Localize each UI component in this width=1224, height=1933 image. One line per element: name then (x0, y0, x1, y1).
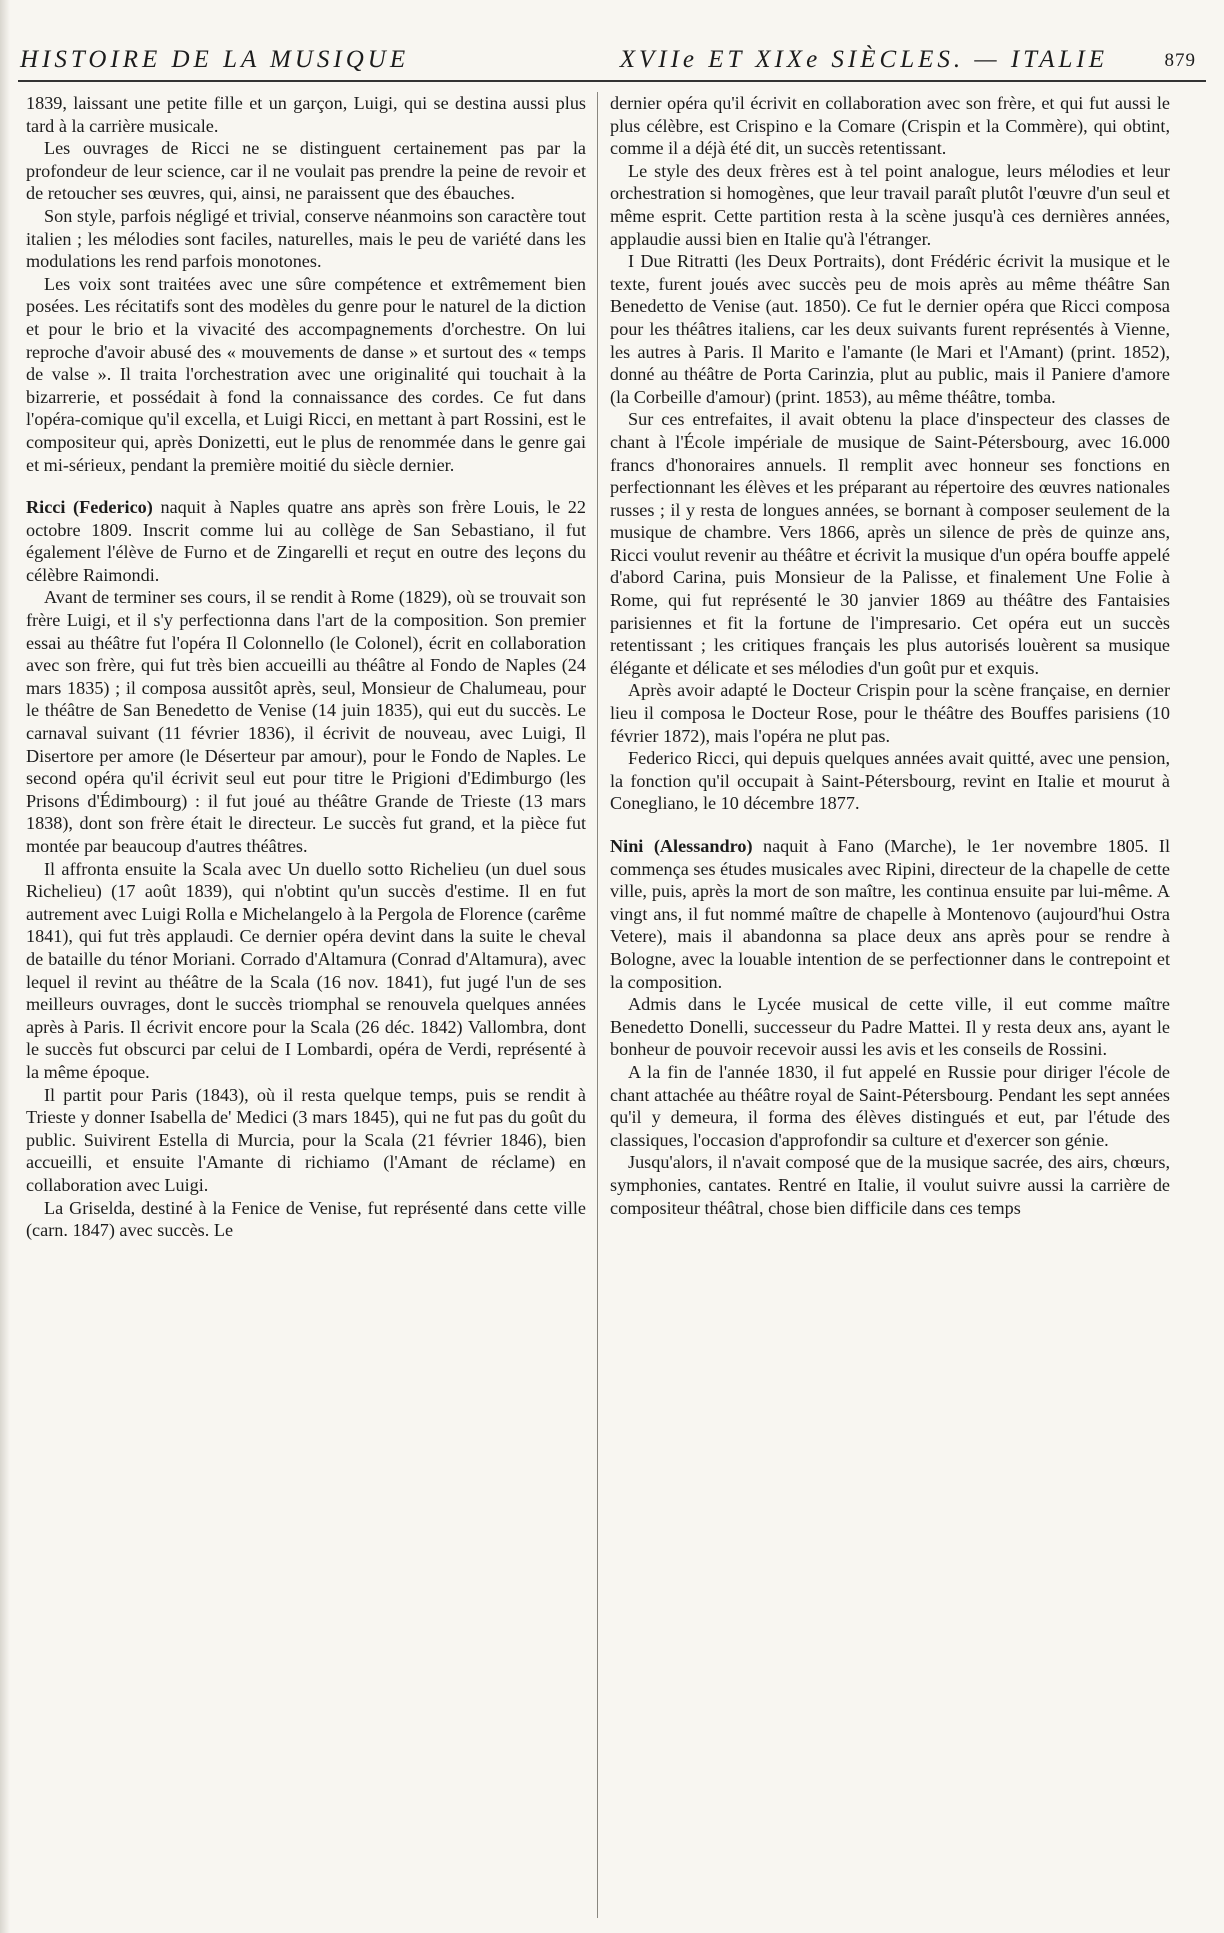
entry-text: naquit à Naples quatre ans après son frère Louis, le 22 octobre 1809. Inscrit comme lui au collège de San Sebastiano, il fut également l'élève de Furno et de Zingarelli et reçut en outre des leçons du célèbre Raimondi. (26, 497, 586, 585)
paragraph: Federico Ricci, qui depuis quelques années avait quitté, avec une pension, la fonction qu'il occupait à Saint-Pétersbourg, revint en Italie et mourut à Conegliano, le 10 décembre 1877. (610, 748, 1170, 814)
paragraph: Jusqu'alors, il n'avait composé que de la musique sacrée, des airs, chœurs, symphonies, cantates. Rentré en Italie, il voulut suivre aussi la carrière de compositeur théâtral, chose bien difficile dans ces temps (610, 1152, 1170, 1218)
paragraph: Après avoir adapté le Docteur Crispin pour la scène française, en dernier lieu il composa le Docteur Rose, pour le théâtre des Bouffes parisiens (10 février 1872), mais l'opéra ne plut pas. (610, 680, 1170, 746)
paragraph: Les voix sont traitées avec une sûre compétence et extrêmement bien posées. Les récitatifs sont des modèles du genre pour le naturel de la diction et pour le brio et la vivacité des accompagnements d'orchestre. On lui reproche d'avoir abusé des « mouvements de danse » et surtout des « temps de valse ». Il traita l'orchestration avec une originalité qui touchait à la bizarrerie, et possédait à fond la connaissance des cordes. Ce fut dans l'opéra-comique qu'il excella, et Luigi Ricci, en mettant à part Rossini, est le compositeur qui, après Donizetti, eut le plus de renommée dans le genre gai et mi-sérieux, pendant la première moitié du siècle dernier. (26, 273, 586, 475)
paragraph: Le style des deux frères est à tel point analogue, leurs mélodies et leur orchestration si homogènes, que leur travail paraît plutôt l'œuvre d'un seul et même esprit. Cette partition resta à la scène jusqu'à ces dernières années, applaudie aussi bien en Italie qu'à l'étranger. (610, 160, 1170, 249)
left-column (26, 92, 586, 1922)
paragraph: Les ouvrages de Ricci ne se distinguent certainement pas par la profondeur de leur science, car il ne voulait pas prendre la peine de revoir et de retoucher ses œuvres, qui, ainsi, ne paraissent que des ébauches. (26, 138, 586, 204)
paragraph: La Griselda, destiné à la Fenice de Venise, fut représenté dans cette ville (carn. 1847) avec succès. Le (26, 1197, 586, 1241)
entry-paragraph (610, 835, 1170, 993)
paragraph: I Due Ritratti (les Deux Portraits), dont Frédéric écrivit la musique et le texte, furent joués avec succès peu de mois après au même théâtre San Benedetto de Venise (aut. 1850). Ce fut le dernier opéra que Ricci composa pour les théâtres italiens, car les deux suivants furent représentés à Vienne, les autres à Paris. Il Marito e l'amante (le Mari et l'Amant) (print. 1852), donné au théâtre de Porta Carinzia, plut au public, mais il Paniere d'amore (la Corbeille d'amour) (print. 1853), au même théâtre, tomba. (610, 251, 1170, 407)
paragraph: Sur ces entrefaites, il avait obtenu la place d'inspecteur des classes de chant à l'École impériale de musique de Saint-Pétersbourg, avec 16.000 francs d'honoraires annuels. Il remplit avec honneur ses fonctions en perfectionnant les élèves et les préparant au répertoire des œuvres nationales russes ; il y resta de longues années, se bornant à composer seulement de la musique de chambre. Vers 1866, après un silence de près de quinze ans, Ricci voulut revenir au théâtre et écrivit la musique d'un opéra bouffe appelé d'abord Carina, puis Monsieur de la Palisse, et finalement Une Folie à Rome, qui fut représenté le 30 janvier 1869 au théâtre des Fantaisies parisiennes et fit la fortune de l'impresario. Cet opéra eut un succès retentissant ; les critiques français les plus autorisés louèrent sa musique élégante et délicate et ses mélodies d'un goût pur et exquis. (610, 409, 1170, 678)
header-rule (18, 80, 1206, 82)
paragraph: 1839, laissant une petite fille et un garçon, Luigi, qui se destina aussi plus tard à la carrière musicale. (26, 93, 586, 136)
entry-name: Ricci (Federico) (26, 497, 153, 518)
paragraph: Il partit pour Paris (1843), où il resta quelque temps, puis se rendit à Trieste y donner Isabella de' Medici (3 mars 1845), qui ne fut pas du goût du public. Suivirent Estella di Murcia, pour la Scala (21 février 1846), bien accueilli, et ensuite l'Amante di richiamo (l'Amant de réclame) en collaboration avec Luigi. (26, 1084, 586, 1195)
paragraph: Son style, parfois négligé et trivial, conserve néanmoins son caractère tout italien ; les mélodies sont faciles, naturelles, mais le peu de variété dans les modulations les rend parfois monotones. (26, 205, 586, 272)
paragraph: dernier opéra qu'il écrivit en collaboration avec son frère, et qui fut aussi le plus célèbre, est Crispino e la Comare (Crispin et la Commère), qui obtint, comme il a déjà été dit, un succès retentissant. (610, 93, 1170, 159)
column-divider (597, 92, 598, 1918)
running-header (0, 38, 1224, 82)
header-right-title: XVIIe ET XIXe SIÈCLES. — ITALIE (619, 46, 1108, 73)
page-binding-edge (0, 0, 10, 1933)
header-left-title: HISTOIRE DE LA MUSIQUE (20, 46, 410, 73)
page-number: 879 (1164, 50, 1196, 71)
right-column (610, 92, 1170, 1922)
entry-name: Nini (Alessandro) (610, 836, 753, 856)
paragraph: Admis dans le Lycée musical de cette ville, il eut comme maître Benedetto Donelli, successeur du Padre Mattei. Il y resta deux ans, ayant le bonheur de pouvoir recevoir aussi les avis et les conseils de Rossini. (610, 994, 1170, 1060)
paragraph: Il affronta ensuite la Scala avec Un duello sotto Richelieu (un duel sous Richelieu) (17 août 1839), qui n'obtint qu'un succès d'estime. Il en fut autrement avec Luigi Rolla e Michelangelo à la Pergola de Florence (carême 1841), qui fut très applaudi. Ce dernier opéra devint dans la suite le cheval de bataille du ténor Moriani. Corrado d'Altamura (Conrad d'Altamura), avec lequel il revint au théâtre de la Scala (16 nov. 1841), fut jugé l'un de ses meilleurs ouvrages, dont le succès triomphal se renouvela quelques années après à Paris. Il écrivit encore pour la Scala (26 déc. 1842) Vallombra, dont le succès fut obscurci par celui de I Lombardi, opéra de Verdi, représenté à la même époque. (26, 858, 586, 1082)
paragraph: A la fin de l'année 1830, il fut appelé en Russie pour diriger l'école de chant attachée au théâtre royal de Saint-Pétersbourg. Pendant les sept années qu'il y demeura, il forma des élèves distingués et eut, par l'étude des classiques, l'occasion d'approfondir sa culture et d'exercer son génie. (610, 1061, 1170, 1150)
entry-text: naquit à Fano (Marche), le 1er novembre 1805. Il commença ses études musicales avec Ripini, directeur de la chapelle de cette ville, puis, après la mort de son maître, les continua ensuite par lui-même. A vingt ans, il fut nommé maître de chapelle à Montenovo (aujourd'hui Ostra Vetere), mais il abandonna sa place deux ans après pour se rendre à Bologne, avec la louable intention de se perfectionner dans le contrepoint et la composition. (610, 836, 1170, 992)
paragraph: Avant de terminer ses cours, il se rendit à Rome (1829), où se trouvait son frère Luigi, et il s'y perfectionna dans l'art de la composition. Son premier essai au théâtre fut l'opéra Il Colonnello (le Colonel), écrit en collaboration avec son frère, qui fut très bien accueilli au théâtre al Fondo de Naples (24 mars 1835) ; il composa aussitôt après, seul, Monsieur de Chalumeau, pour le théâtre de San Benedetto de Venise (14 juin 1835), qui eut du succès. Le carnaval suivant (11 février 1836), il écrivit de nouveau, avec Luigi, Il Disertore per amore (le Déserteur par amour), pour le Fondo de Naples. Le second opéra qu'il écrivit seul eut pour titre le Prigioni d'Edimburgo (les Prisons d'Édimbourg) : il fut joué au théâtre Grande de Trieste (13 mars 1838), dont son frère était le directeur. Le succès fut grand, et la pièce fut montée par beaucoup d'autres théâtres. (26, 587, 586, 856)
entry-paragraph (26, 496, 586, 586)
